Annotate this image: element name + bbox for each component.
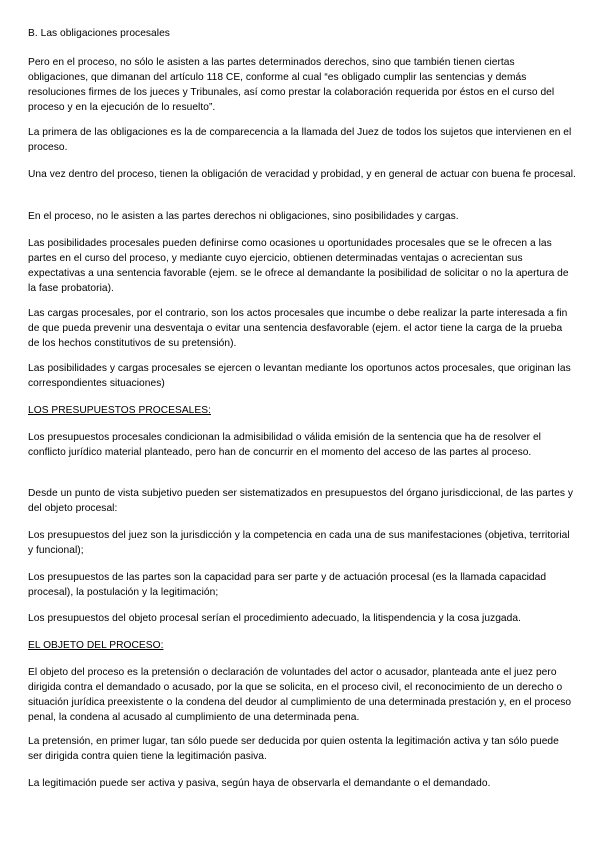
section-title-presupuestos: LOS PRESUPUESTOS PROCESALES:: [28, 405, 211, 416]
section-title-obligaciones: B. Las obligaciones procesales: [28, 28, 170, 39]
paragraph: Los presupuestos procesales condicionan la admisibilidad o válida emisión de la sentencia que ha de resolver el conflicto jurídico material planteado, pero han de concurrir en el momento del acceso de las partes al proceso.: [28, 432, 541, 458]
paragraph: Pero en el proceso, no sólo le asisten a las partes determinados derechos, sino que también tienen ciertas obligaciones, que dimanan del artículo 118 CE, conforme al cual “es obligado cumplir las sentencias y demás resoluciones firmes de los jueces y Tribunales, así como prestar la colaboración requerida por éstos en el curso del proceso y en la ejecución de lo resuelto”.: [28, 57, 555, 113]
paragraph: Las cargas procesales, por el contrario, son los actos procesales que incumbe o debe realizar la parte interesada a fin de que pueda prevenir una desventaja o evitar una sentencia desfavorable (ejem. el actor tiene la carga de la prueba de los hechos constitutivos de su pretensión).: [28, 308, 568, 349]
paragraph: Los presupuestos del juez son la jurisdicción y la competencia en cada una de sus manifestaciones (objetiva, territorial y funcional);: [28, 530, 570, 556]
paragraph: En el proceso, no le asisten a las partes derechos ni obligaciones, sino posibilidades y cargas.: [28, 211, 459, 222]
paragraph: La legitimación puede ser activa y pasiva, según haya de observarla el demandante o el demandado.: [28, 778, 491, 789]
paragraph: El objeto del proceso es la pretensión o declaración de voluntades del actor o acusador, planteada ante el juez pero dirigida contra el demandado o acusado, por la que se solicita, en el proceso civil, el reconocimiento de un derecho o situación jurídica preexistente o la condena del deudor al cumplimiento de una determinada prestación y, en el proceso penal, la condena al acusado al cumplimiento de una determinada pena.: [28, 667, 572, 723]
paragraph: La pretensión, en primer lugar, tan sólo puede ser deducida por quien ostenta la legitimación activa y tan sólo puede ser dirigida contra quien tiene la legitimación pasiva.: [28, 736, 559, 762]
paragraph: Desde un punto de vista subjetivo pueden ser sistematizados en presupuestos del órgano jurisdiccional, de las partes y del objeto procesal:: [28, 488, 574, 514]
paragraph: La primera de las obligaciones es la de comparecencia a la llamada del Juez de todos los sujetos que intervienen en el proceso.: [28, 127, 572, 153]
section-title-objeto: EL OBJETO DEL PROCESO:: [28, 640, 164, 651]
paragraph: Los presupuestos del objeto procesal serían el procedimiento adecuado, la litispendencia y la cosa juzgada.: [28, 613, 521, 624]
paragraph: Una vez dentro del proceso, tienen la obligación de veracidad y probidad, y en general de actuar con buena fe procesal.: [28, 169, 576, 180]
paragraph: Las posibilidades y cargas procesales se ejercen o levantan mediante los oportunos actos procesales, que originan las correspondientes situaciones): [28, 363, 571, 389]
paragraph: Los presupuestos de las partes son la capacidad para ser parte y de actuación procesal (es la llamada capacidad procesal), la postulación y la legitimación;: [28, 572, 547, 598]
paragraph: Las posibilidades procesales pueden definirse como ocasiones u oportunidades procesales que se le ofrecen a las partes en el curso del proceso, y mediante cuyo ejercicio, obtienen determinadas ventajas o acrecientan sus expectativas a una sentencia favorable (ejem. se le ofrece al demandante la posibilidad de solicitar o no la apertura de la fase probatoria).: [28, 238, 569, 294]
